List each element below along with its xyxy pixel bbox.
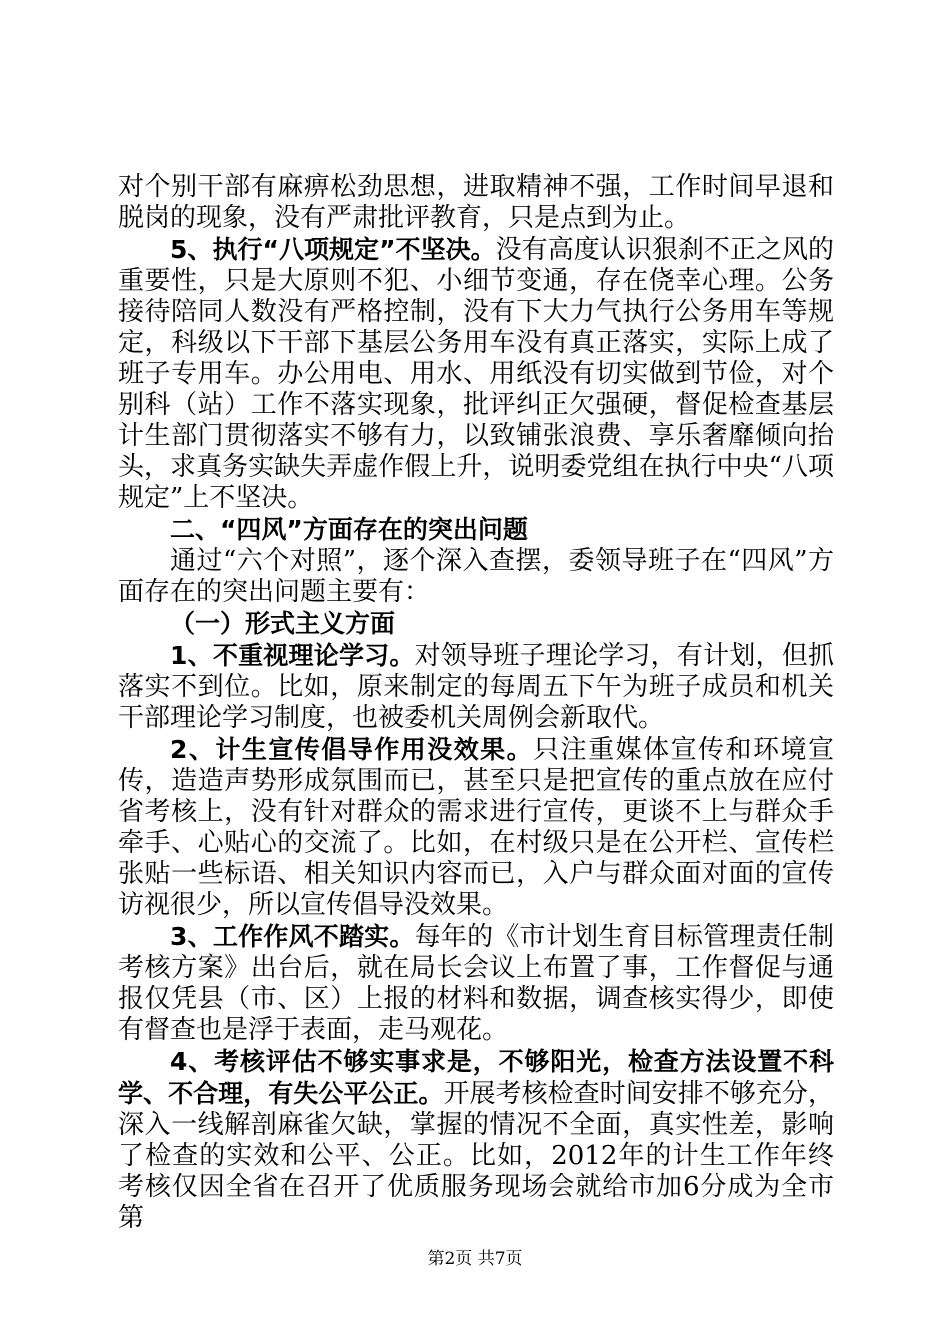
paragraph-5 [118, 734, 834, 921]
document-body [118, 172, 834, 1234]
paragraph-1 [118, 172, 834, 234]
page-number-footer: 第2页 共7页 [427, 1249, 523, 1269]
section-heading-2 [118, 514, 834, 546]
paragraph-7 [118, 1046, 834, 1234]
section-title: 二、“四风”方面存在的突出问题 [170, 515, 528, 544]
paragraph-text: 对个别干部有麻痹松劲思想，进取精神不强，工作时间早退和脱岗的现象，没有严肃批评教育，只是点到为止。 [118, 172, 834, 233]
paragraph-text: 对领导班子理论学习，有计划，但抓落实不到位。比如，原来制定的每周五下午为班子成员和机关干部理论学习制度，也被委机关周例会新取代。 [118, 641, 834, 733]
paragraph-6 [118, 921, 834, 1046]
paragraph-text: 开展考核检查时间安排不够充分，深入一线解剖麻雀欠缺，掌握的情况不全面，真实性差，影响了检查的实效和公平、公正。比如，2012年的计生工作年终考核仅因全省在召开了优质服务现场会就给市加6分成为全市第 [118, 1079, 834, 1233]
paragraph-text: 每年的《市计划生育目标管理责任制考核方案》出台后，就在局长会议上布置了事，工作督促与通报仅凭县（市、区）上报的材料和数据，调查核实得少，即使有督查也是浮于表面，走马观花。 [118, 922, 834, 1045]
paragraph-text: 通过“六个对照”，逐个深入查摆，委领导班子在“四风”方面存在的突出问题主要有： [118, 546, 834, 607]
paragraph-4 [118, 640, 834, 734]
paragraph-heading: 1、不重视理论学习。 [170, 641, 415, 670]
paragraph-text: 只注重媒体宣传和环境宣传，造造声势形成氛围而已，甚至只是把宣传的重点放在应付省考核上，没有针对群众的需求进行宣传，更谈不上与群众手牵手、心贴心的交流了。比如，在村级只是在公开栏、宣传栏张贴一些标语、相关知识内容而已，入户与群众面对面的宣传访视很少，所以宣传倡导没效果。 [118, 735, 834, 920]
subsection-heading-1 [118, 608, 834, 640]
paragraph-heading: 2、计生宣传倡导作用没效果。 [170, 735, 534, 764]
paragraph-text: 没有高度认识狠刹不正之风的重要性，只是大原则不犯、小细节变通，存在侥幸心理。公务接待陪同人数没有严格控制，没有下大力气执行公务用车等规定，科级以下干部下基层公务用车没有真正落实，实际上成了班子专用车。办公用电、用水、用纸没有切实做到节俭，对个别科（站）工作不落实现象，批评纠正欠强硬，督促检查基层计生部门贯彻落实不够有力，以致铺张浪费、享乐奢靡倾向抬头，求真务实缺失弄虚作假上升，说明委党组在执行中央“八项规定”上不坚决。 [118, 235, 834, 513]
paragraph-heading: 3、工作作风不踏实。 [170, 922, 415, 951]
paragraph-heading: 4、考核评估不够实事求是，不够阳光，检查方法设置不科学、不合理，有失公平公正。 [118, 1047, 834, 1108]
paragraph-2 [118, 234, 834, 514]
paragraph-3 [118, 546, 834, 608]
subsection-title: （一）形式主义方面 [170, 609, 396, 638]
paragraph-heading: 5、执行“八项规定”不坚决。 [170, 235, 496, 264]
